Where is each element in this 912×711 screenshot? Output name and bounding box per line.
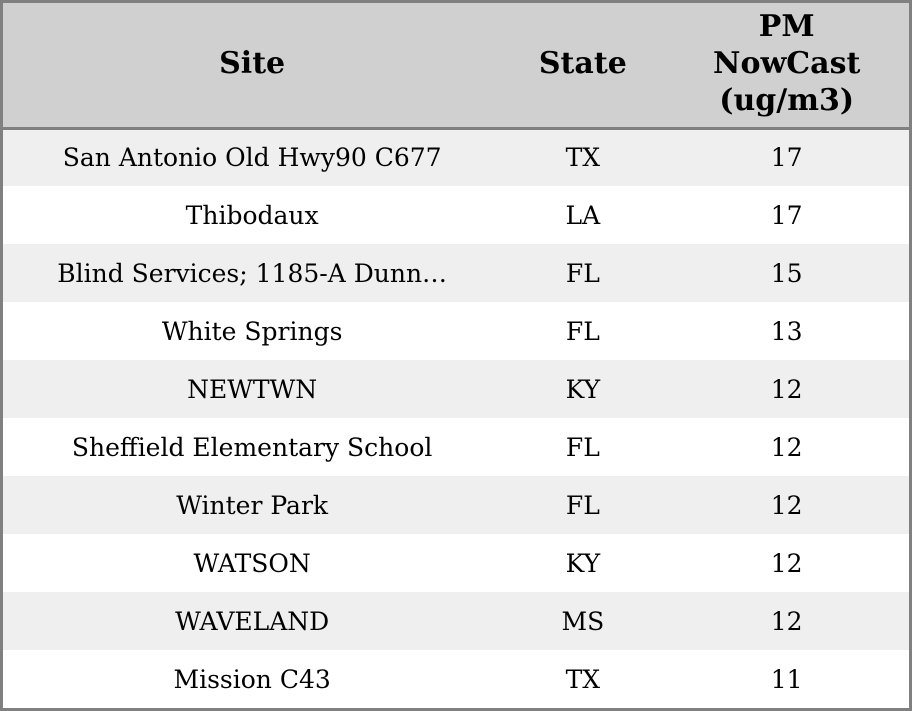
- state-cell: FL: [565, 316, 600, 346]
- pm-nowcast-cell: 15: [770, 258, 803, 288]
- column-header-state-label: State: [538, 46, 627, 82]
- table-body: [3, 128, 909, 708]
- table-row: [3, 650, 909, 708]
- state-cell: LA: [565, 200, 601, 230]
- table-row: [3, 476, 909, 534]
- column-header-site: [3, 3, 501, 128]
- table-header: [3, 3, 909, 128]
- site-cell: Winter Park: [176, 490, 329, 520]
- table-row: [3, 592, 909, 650]
- pm-nowcast-cell: 17: [770, 200, 803, 230]
- column-header-pm-nowcast: [664, 3, 909, 128]
- state-cell: KY: [565, 548, 601, 578]
- table-row: [3, 302, 909, 360]
- site-cell: San Antonio Old Hwy90 C677: [62, 143, 442, 173]
- table-row: [3, 418, 909, 476]
- column-header-site-label: Site: [219, 46, 286, 82]
- site-cell: Blind Services; 1185-A Dunn…: [57, 258, 448, 288]
- pm-header-line-1: PM: [758, 9, 815, 45]
- table-row: [3, 128, 909, 186]
- site-cell: WAVELAND: [175, 606, 330, 636]
- state-cell: FL: [565, 432, 600, 462]
- state-cell: FL: [565, 490, 600, 520]
- pm-nowcast-cell: 12: [770, 548, 803, 578]
- pm-nowcast-cell: 12: [770, 432, 803, 462]
- pm-header-line-3: (ug/m3): [719, 83, 855, 119]
- table-row: [3, 534, 909, 592]
- site-cell: Thibodaux: [185, 200, 319, 230]
- state-cell: FL: [565, 258, 600, 288]
- pm-nowcast-cell: 11: [770, 664, 803, 694]
- state-cell: TX: [565, 143, 601, 173]
- pm-nowcast-table: [3, 3, 909, 708]
- pm-nowcast-cell: 12: [770, 490, 803, 520]
- site-cell: Sheffield Elementary School: [71, 432, 433, 462]
- header-row: [3, 3, 909, 128]
- state-cell: TX: [565, 664, 601, 694]
- table-row: [3, 360, 909, 418]
- column-header-state: [501, 3, 664, 128]
- pm-nowcast-cell: 12: [770, 374, 803, 404]
- site-cell: Mission C43: [173, 664, 331, 694]
- site-cell: NEWTWN: [187, 374, 318, 404]
- table-row: [3, 186, 909, 244]
- site-cell: WATSON: [193, 548, 311, 578]
- pm-nowcast-cell: 17: [770, 143, 803, 173]
- table-row: [3, 244, 909, 302]
- pm-header-line-2: NowCast: [713, 46, 861, 82]
- state-cell: MS: [561, 606, 605, 636]
- pm-nowcast-cell: 12: [770, 606, 803, 636]
- pm-nowcast-cell: 13: [770, 316, 803, 346]
- site-cell: White Springs: [161, 316, 343, 346]
- state-cell: KY: [565, 374, 601, 404]
